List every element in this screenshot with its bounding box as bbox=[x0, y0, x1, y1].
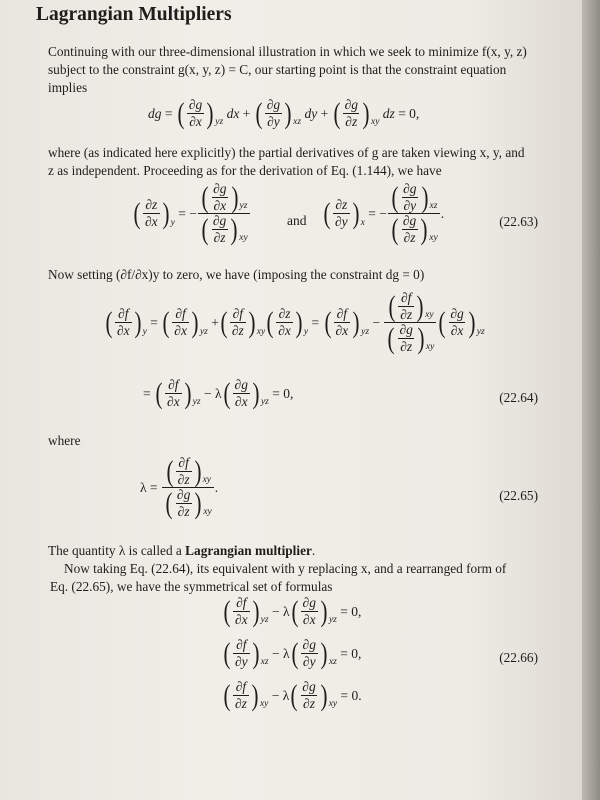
equation-22-63-right: ( $\frac{\partial z}{\partial y}$ ) x = − ( $\frac{\partial g}{\partial y}$ ) xz ( $\frac{\partial g}{\partial z}$ ) xy . bbox=[323, 180, 445, 247]
page-edge-shadow bbox=[582, 0, 600, 800]
setting-paragraph: Now setting (∂f/∂x)y to zero, we have (imposing the constraint dg = 0) bbox=[48, 267, 425, 282]
taking-line-2: Eq. (22.65), we have the symmetrical set of formulas bbox=[50, 579, 333, 594]
and-word: and bbox=[287, 213, 307, 228]
equation-number-22-65: (22.65) bbox=[499, 488, 538, 503]
equation-dg: dg = ( $\frac{\partial g}{\partial x}$ ) yz dx + ( $\frac{\partial g}{\partial y}$ ) xz dy + ( $\frac{\partial g}{\partial z}$ ) xy dz = 0, bbox=[148, 96, 420, 130]
intro-paragraph bbox=[48, 43, 528, 97]
intro-line-1: Continuing with our three-dimensional illustration in which we seek to minimize f(x, y, z) bbox=[48, 44, 527, 59]
after-dg-line-2: z as independent. Proceeding as for the derivation of Eq. (1.144), we have bbox=[48, 163, 442, 178]
equation-22-66-line-3: ( $\frac{\partial f}{\partial z}$ ) xy − λ ( $\frac{\partial g}{\partial z}$ ) xy = 0. bbox=[223, 678, 362, 712]
equation-22-66-line-1: ( $\frac{\partial f}{\partial x}$ ) yz − λ ( $\frac{\partial g}{\partial x}$ ) yz = 0, bbox=[223, 594, 362, 628]
equation-number-22-63: (22.63) bbox=[499, 214, 538, 229]
after-dg-paragraph bbox=[48, 144, 528, 180]
equation-22-64-line-2: = ( $\frac{\partial f}{\partial x}$ ) yz − λ ( $\frac{\partial g}{\partial x}$ ) yz = 0, bbox=[143, 376, 294, 410]
lagrangian-multiplier-term: Lagrangian multiplier bbox=[185, 543, 312, 558]
equation-22-64-line-1: ( $\frac{\partial f}{\partial x}$ ) y = ( $\frac{\partial f}{\partial x}$ ) yz + ( $\frac{\partial f}{\partial z}$ ) xy ( $\frac{\partial z}{\partial x}$ ) y = ( $\frac{\partial f}{\partial x}$ ) yz − ( $\frac{\partial f}{\partial z}$ ) xy ( $\frac{\partial g}{\partial z}$ ) xy ( $\frac{\partial g}{\partial x}$ ) yz bbox=[105, 289, 485, 356]
section-title: Lagrangian Multipliers bbox=[36, 4, 232, 25]
quantity-text: The quantity λ is called a bbox=[48, 543, 186, 558]
equation-22-66-line-2: ( $\frac{\partial f}{\partial y}$ ) xz − λ ( $\frac{\partial g}{\partial y}$ ) xz = 0, bbox=[223, 636, 362, 670]
intro-line-2: subject to the constraint g(x, y, z) = C, our starting point is that the constraint equation bbox=[48, 62, 507, 77]
equation-22-63-left: ( $\frac{\partial z}{\partial x}$ ) y = − ( $\frac{\partial g}{\partial x}$ ) yz ( $\frac{\partial g}{\partial z}$ ) xy bbox=[133, 180, 248, 247]
taking-line-1: Now taking Eq. (22.64), its equivalent with y replacing x, and a rearranged form of bbox=[64, 561, 507, 576]
intro-line-3: implies bbox=[48, 80, 88, 95]
taking-paragraph bbox=[50, 560, 530, 596]
where-word: where bbox=[48, 433, 81, 448]
equation-22-65: λ = ( $\frac{\partial f}{\partial z}$ ) xy ( $\frac{\partial g}{\partial z}$ ) xy . bbox=[140, 454, 219, 521]
equation-number-22-64: (22.64) bbox=[499, 390, 538, 405]
equation-number-22-66: (22.66) bbox=[499, 650, 538, 665]
after-dg-line-1: where (as indicated here explicitly) the partial derivatives of g are taken viewing x, y, and bbox=[48, 145, 525, 160]
quantity-paragraph: The quantity λ is called a Lagrangian multiplier. bbox=[48, 543, 316, 558]
